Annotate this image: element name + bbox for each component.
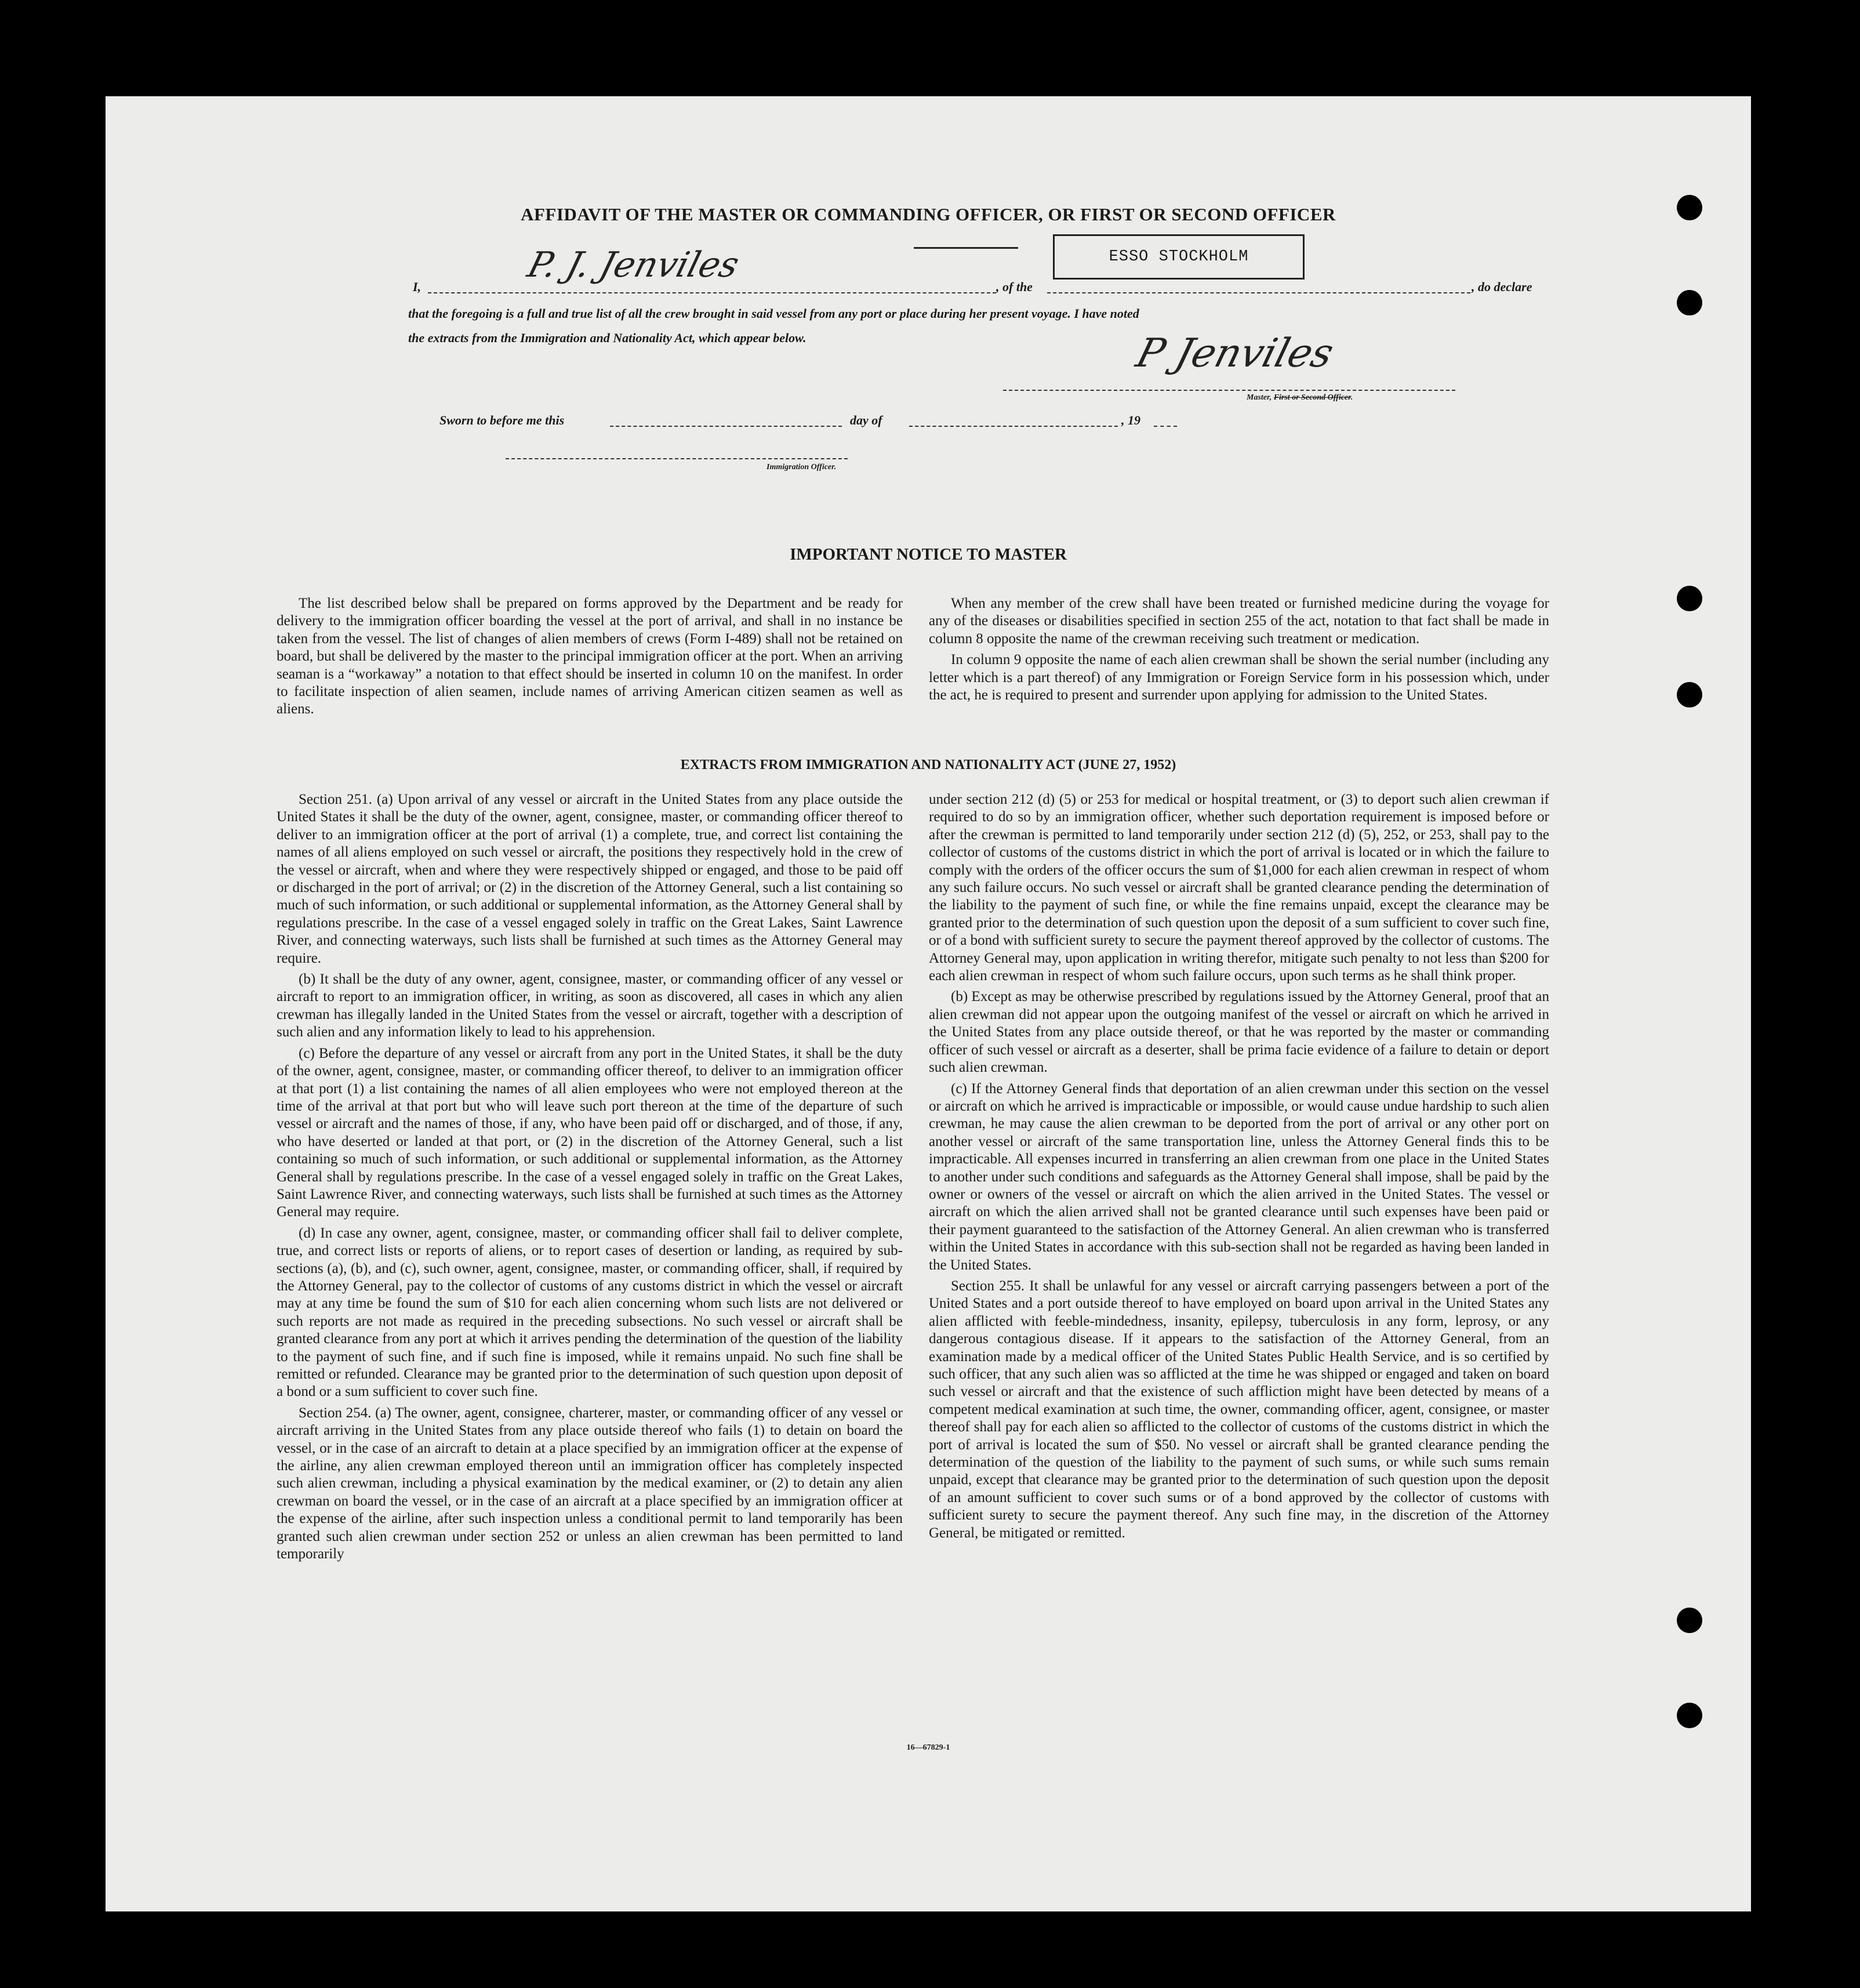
year-line [1154, 426, 1177, 427]
sworn-day-line [610, 426, 842, 427]
section-paragraph: Section 254. (a) The owner, agent, consignee, charterer, master, or commanding officer of any vessel or aircraft arriving in the United States from any place outside thereof who fails (1) to detain on board the vessel, or in the case of an aircraft to detain at a place specified by an immigration officer at the expense of the airline, any alien crewman employed thereon until an immigration officer has completely inspected such alien crewman, including a physical examination by the medical examiner, or (2) to detain any alien crewman on board the vessel, or in the case of an aircraft at a place specified by an immigration officer at the expense of the airline, after such inspection unless a conditional permit to land temporarily has been granted such alien crewman under section 252 or unless an alien crewman has been permitted to land temporarily [277, 1405, 903, 1562]
do-declare-label: , do declare [1472, 280, 1532, 294]
master-caption-end: . [1350, 393, 1353, 402]
binder-hole [1677, 586, 1702, 611]
master-caption-struck: First or Second Officer [1273, 393, 1351, 402]
affidavit-text-line-1: that the foregoing is a full and true list of all the crew brought in said vessel from any port or place during her present voyage. I have noted [408, 306, 1139, 321]
form-number: 16—67829-1 [906, 1743, 950, 1752]
vessel-line [1047, 292, 1470, 293]
notice-left-column [277, 595, 903, 722]
year-label: , 19 [1121, 413, 1140, 427]
master-signature-line [1003, 390, 1455, 391]
affidavit-text-line-2: the extracts from the Immigration and Nationality Act, which appear below. [408, 331, 807, 345]
day-of-label: day of [850, 413, 882, 427]
immigration-officer-line [506, 458, 848, 459]
title-rule [914, 247, 1018, 249]
immigration-officer-caption: Immigration Officer. [766, 463, 837, 471]
notice-heading: IMPORTANT NOTICE TO MASTER [790, 545, 1067, 564]
notice-right-column [929, 595, 1549, 708]
notice-paragraph: When any member of the crew shall have been treated or furnished medicine during the voyage for any of the diseases or disabilities specified in section 255 of the act, notation to that fact shall be made in column 8 opposite the name of the crewman receiving such treatment or medication. [929, 596, 1549, 647]
section-paragraph: (c) Before the departure of any vessel or aircraft from any port in the United States, it shall be the duty of the owner, agent, consignee, master, or commanding officer thereof, to deliver to an immigration officer at that port (1) a list containing the names of all alien employees who were not employed thereon at the time of the arrival at that port but who will leave such port thereon at the time of the departure of such vessel or aircraft and the names of those, if any, who have been paid off or discharged, and of those, if any, who have deserted or landed at that port, or (2) in the discretion of the Attorney General, such a list containing so much of such information, or such additional or supplemental information, as the Attorney General shall by regulations prescribe. In the case of a vessel engaged solely in traffic on the Great Lakes, Saint Lawrence River, and connecting waterways, such lists shall be furnished at such times as the Attorney General may require. [277, 1045, 903, 1220]
name-line [428, 292, 996, 293]
master-caption-label: Master, [1247, 393, 1272, 402]
section-paragraph: (b) It shall be the duty of any owner, agent, consignee, master, or commanding officer of any vessel or aircraft to report to an immigration officer, in writing, as soon as discovered, all cases in which any alien crewman has illegally landed in the United States from the vessel or aircraft, together with a description of such alien and any information likely to lead to his apprehension. [277, 971, 903, 1040]
section-paragraph: Section 255. It shall be unlawful for any vessel or aircraft carrying passengers between a port of the United States and a port outside thereof to have employed on board upon arrival in the United States any alien afflicted with feeble-mindedness, insanity, epilepsy, tuberculosis in any form, leprosy, or any dangerous contagious disease. If it appears to the satisfaction of the Attorney General, from an examination made by a medical officer of the United States Public Health Service, and is so certified by such officer, that any such alien was so afflicted at the time he was shipped or engaged and taken on board such vessel or aircraft and that the existence of such affliction might have been detected by means of a competent medical examination at such time, the owner, commanding officer, agent, consignee, or master thereof shall pay for each alien so afflicted to the collector of customs of the customs district in which the port of arrival is located the sum of $50. No vessel or aircraft shall be granted clearance pending the determination of the question of the liability to the payment of such sums, or while such sums remain unpaid, except that clearance may be granted prior to the determination of such question upon the deposit of an amount sufficient to cover such sums or of a bond approved by the collector of customs with sufficient surety to secure the payment thereof. Any such fine may, in the discretion of the Attorney General, be mitigated or remitted. [929, 1278, 1549, 1541]
binder-hole [1677, 1608, 1702, 1633]
i-label: I, [413, 280, 422, 294]
extracts-right-column [929, 791, 1549, 1546]
sworn-label: Sworn to before me this [439, 413, 565, 427]
section-paragraph: Section 251. (a) Upon arrival of any vessel or aircraft in the United States from any place outside the United States it shall be the duty of the owner, agent, consignee, master, or commanding officer thereof to deliver to an immigration officer at the port of arrival (1) a complete, true, and correct list containing the names of all aliens employed on such vessel or aircraft, the positions they respectively hold in the crew of the vessel or aircraft, when and where they were respectively shipped or engaged, and those to be paid off or discharged in the port of arrival; or (2) in the discretion of the Attorney General, such a list containing so much of such information, or such additional or supplemental information, as the Attorney General shall by regulations prescribe. In the case of a vessel engaged solely in traffic on the Great Lakes, Saint Lawrence River, and connecting waterways, such lists shall be furnished at such times as the Attorney General may require. [277, 792, 903, 966]
extracts-heading: EXTRACTS FROM IMMIGRATION AND NATIONALITY ACT (JUNE 27, 1952) [680, 757, 1176, 772]
section-paragraph: (b) Except as may be otherwise prescribed by regulations issued by the Attorney General, proof that an alien crewman did not appear upon the outgoing manifest of the vessel or aircraft on which he arrived in the United States from any place outside thereof, or that he was reported by the master or commanding officer of such vessel or aircraft as a deserter, shall be prima facie evidence of a failure to detain or deport such alien crewman. [929, 989, 1549, 1076]
section-paragraph: under section 212 (d) (5) or 253 for medical or hospital treatment, or (3) to deport such alien crewman if required to do so by an immigration officer, whether such deportation requirement is imposed before or after the crewman is permitted to land temporarily under section 212 (d) (5), 252, or 253, shall pay to the collector of customs of the customs district in which the port of arrival is located or in which the failure to comply with the orders of the officer occurs the sum of $1,000 for each alien crewman in respect of whom any such failure occurs. No such vessel or aircraft shall be granted clearance pending the determination of the liability to the payment of such fine, or while the fine remains unpaid, except the clearance may be granted prior to the determination of such question upon the deposit of a sum sufficient to cover such fine, or of a bond with sufficient surety to secure the payment thereof approved by the collector of customs. The Attorney General may, upon application in writing therefor, mitigate such penalty to not less than $200 for each alien crewman in respect of whom such failure occurs, upon such terms as he shall think proper. [929, 792, 1549, 984]
binder-hole [1677, 290, 1702, 315]
notice-paragraph: In column 9 opposite the name of each alien crewman shall be shown the serial number (including any letter which is a part thereof) of any Immigration or Foreign Service form in his possession which, under the act, he is required to present and surrender upon applying for admission to the United States. [929, 652, 1549, 703]
affidavit-title: AFFIDAVIT OF THE MASTER OR COMMANDING OFFICER, OR FIRST OR SECOND OFFICER [521, 204, 1336, 224]
sworn-month-line [909, 426, 1118, 427]
binder-hole [1677, 1703, 1702, 1728]
master-signature: P Jenviles [1131, 331, 1339, 376]
master-caption [1247, 393, 1353, 402]
binder-hole [1677, 682, 1702, 708]
name-signature: P. J. Jenviles [523, 245, 744, 285]
of-the-label: , of the [996, 280, 1033, 294]
notice-paragraph: The list described below shall be prepared on forms approved by the Department and be ready for delivery to the immigration officer boarding the vessel at the port of arrival, and shall in no instance be taken from the vessel. The list of changes of alien members of crews (Form I-489) shall not be retained on board, but shall be delivered by the master to the principal immigration officer at the port. When an arriving seaman is a “workaway” a notation to that effect should be inserted in column 10 on the manifest. In order to facilitate inspection of alien seamen, include names of arriving American citizen seamen as well as aliens. [277, 596, 903, 717]
section-paragraph: (d) In case any owner, agent, consignee, master, or commanding officer shall fail to deliver complete, true, and correct lists or reports of aliens, or to report cases of desertion or landing, as required by sub-sections (a), (b), and (c), such owner, agent, consignee, master, or commanding officer, shall, if required by the Attorney General, pay to the collector of customs of any customs district in which the vessel or aircraft may at any time be found the sum of $10 for each alien concerning whom such lists are not delivered or such reports are not made as required in the preceding subsections. No such vessel or aircraft shall be granted clearance from any port at which it arrives pending the determination of the question of the liability to the payment of such fine, and if such fine is imposed, while it remains unpaid. No such fine shall be remitted or refunded. Clearance may be granted prior to the determination of such question upon deposit of a bond or a sum sufficient to cover such fine. [277, 1225, 903, 1400]
affidavit-page [106, 96, 1751, 1911]
section-paragraph: (c) If the Attorney General finds that deportation of an alien crewman under this section on the vessel or aircraft on which he arrived is impracticable or impossible, or would cause undue hardship to such alien crewman, he may cause the alien crewman to be deported from the port of arrival or any other port on another vessel or aircraft of the same transportation line, unless the Attorney General finds this to be impracticable. All expenses incurred in transferring an alien crewman from one place in the United States to another under such conditions and safeguards as the Attorney General shall impose, shall be paid by the owner or owners of the vessel or aircraft on which the alien arrived in the United States. The vessel or aircraft on which the alien arrived shall not be granted clearance until such expenses have been paid or their payment guaranteed to the satisfaction of the Attorney General. An alien crewman who is transferred within the United States in accordance with this sub-section shall not be regarded as having been landed in the United States. [929, 1080, 1549, 1273]
vessel-name-stamp: ESSO STOCKHOLM [1053, 234, 1305, 280]
extracts-left-column [277, 791, 903, 1566]
